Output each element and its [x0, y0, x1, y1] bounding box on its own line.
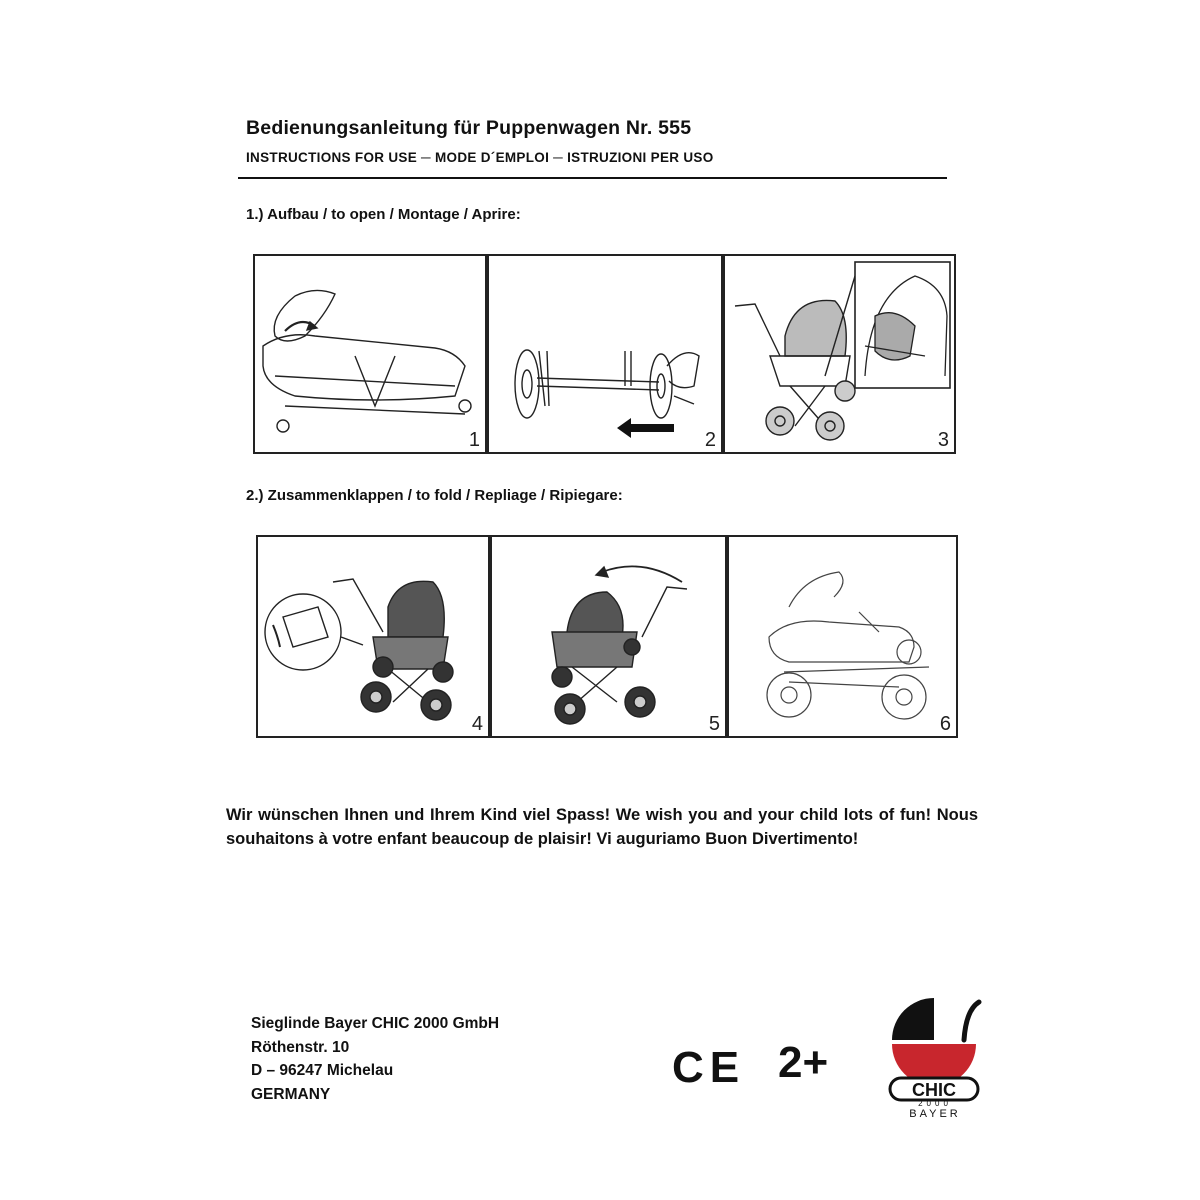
- folded-stroller-illustration: [255, 256, 485, 452]
- section-heading-fold: 2.) Zusammenklappen / to fold / Repliage / Ripiegare:: [246, 487, 623, 504]
- stroller-hood-illustration: [725, 256, 954, 452]
- document-title: Bedienungsanleitung für Puppenwagen Nr. 555: [246, 117, 692, 139]
- instruction-panel-4: [256, 535, 490, 738]
- folded-stroller-illustration: [729, 537, 956, 736]
- instruction-panel-2: [487, 254, 723, 454]
- instruction-panel-5: [490, 535, 727, 738]
- instruction-panel-1: [253, 254, 487, 454]
- logo-brand: BAYER: [909, 1108, 961, 1120]
- release-latch-illustration: [258, 537, 488, 736]
- greeting-message: Wir wünschen Ihnen und Ihrem Kind viel Spass! We wish you and your child lots of fun! Nous souhaitons à votre enfant beaucoup de plaisir! Vi auguriamo Buon Divertimento!: [226, 806, 978, 848]
- logo-wordmark: CHIC: [912, 1080, 956, 1100]
- instruction-panel-6: [727, 535, 958, 738]
- logo-year: 2000: [918, 1099, 952, 1108]
- panel-number: 4: [471, 713, 483, 735]
- section-heading-open: 1.) Aufbau / to open / Montage / Aprire:: [246, 206, 521, 223]
- header-divider: [238, 177, 947, 179]
- instruction-panel-3: [723, 254, 956, 454]
- panel-number: 3: [937, 429, 949, 451]
- street-address: Röthenstr. 10: [251, 1038, 350, 1056]
- wheel-axle-illustration: [489, 256, 721, 452]
- panel-number: 1: [468, 429, 480, 451]
- fold-handle-illustration: [492, 537, 725, 736]
- chic-bayer-logo: [884, 990, 984, 1110]
- panel-number: 6: [939, 713, 951, 735]
- panel-number: 5: [708, 713, 720, 735]
- document-subtitle: INSTRUCTIONS FOR USE ─ MODE D´EMPLOI ─ ISTRUZIONI PER USO: [246, 150, 714, 165]
- ce-mark: CE: [672, 1043, 746, 1092]
- country: GERMANY: [251, 1085, 331, 1103]
- company-name: Sieglinde Bayer CHIC 2000 GmbH: [251, 1015, 500, 1032]
- age-mark: 2+: [778, 1038, 829, 1087]
- city-postcode: D – 96247 Michelau: [251, 1062, 394, 1079]
- panel-number: 2: [704, 429, 716, 451]
- manufacturer-address: [251, 1012, 499, 1106]
